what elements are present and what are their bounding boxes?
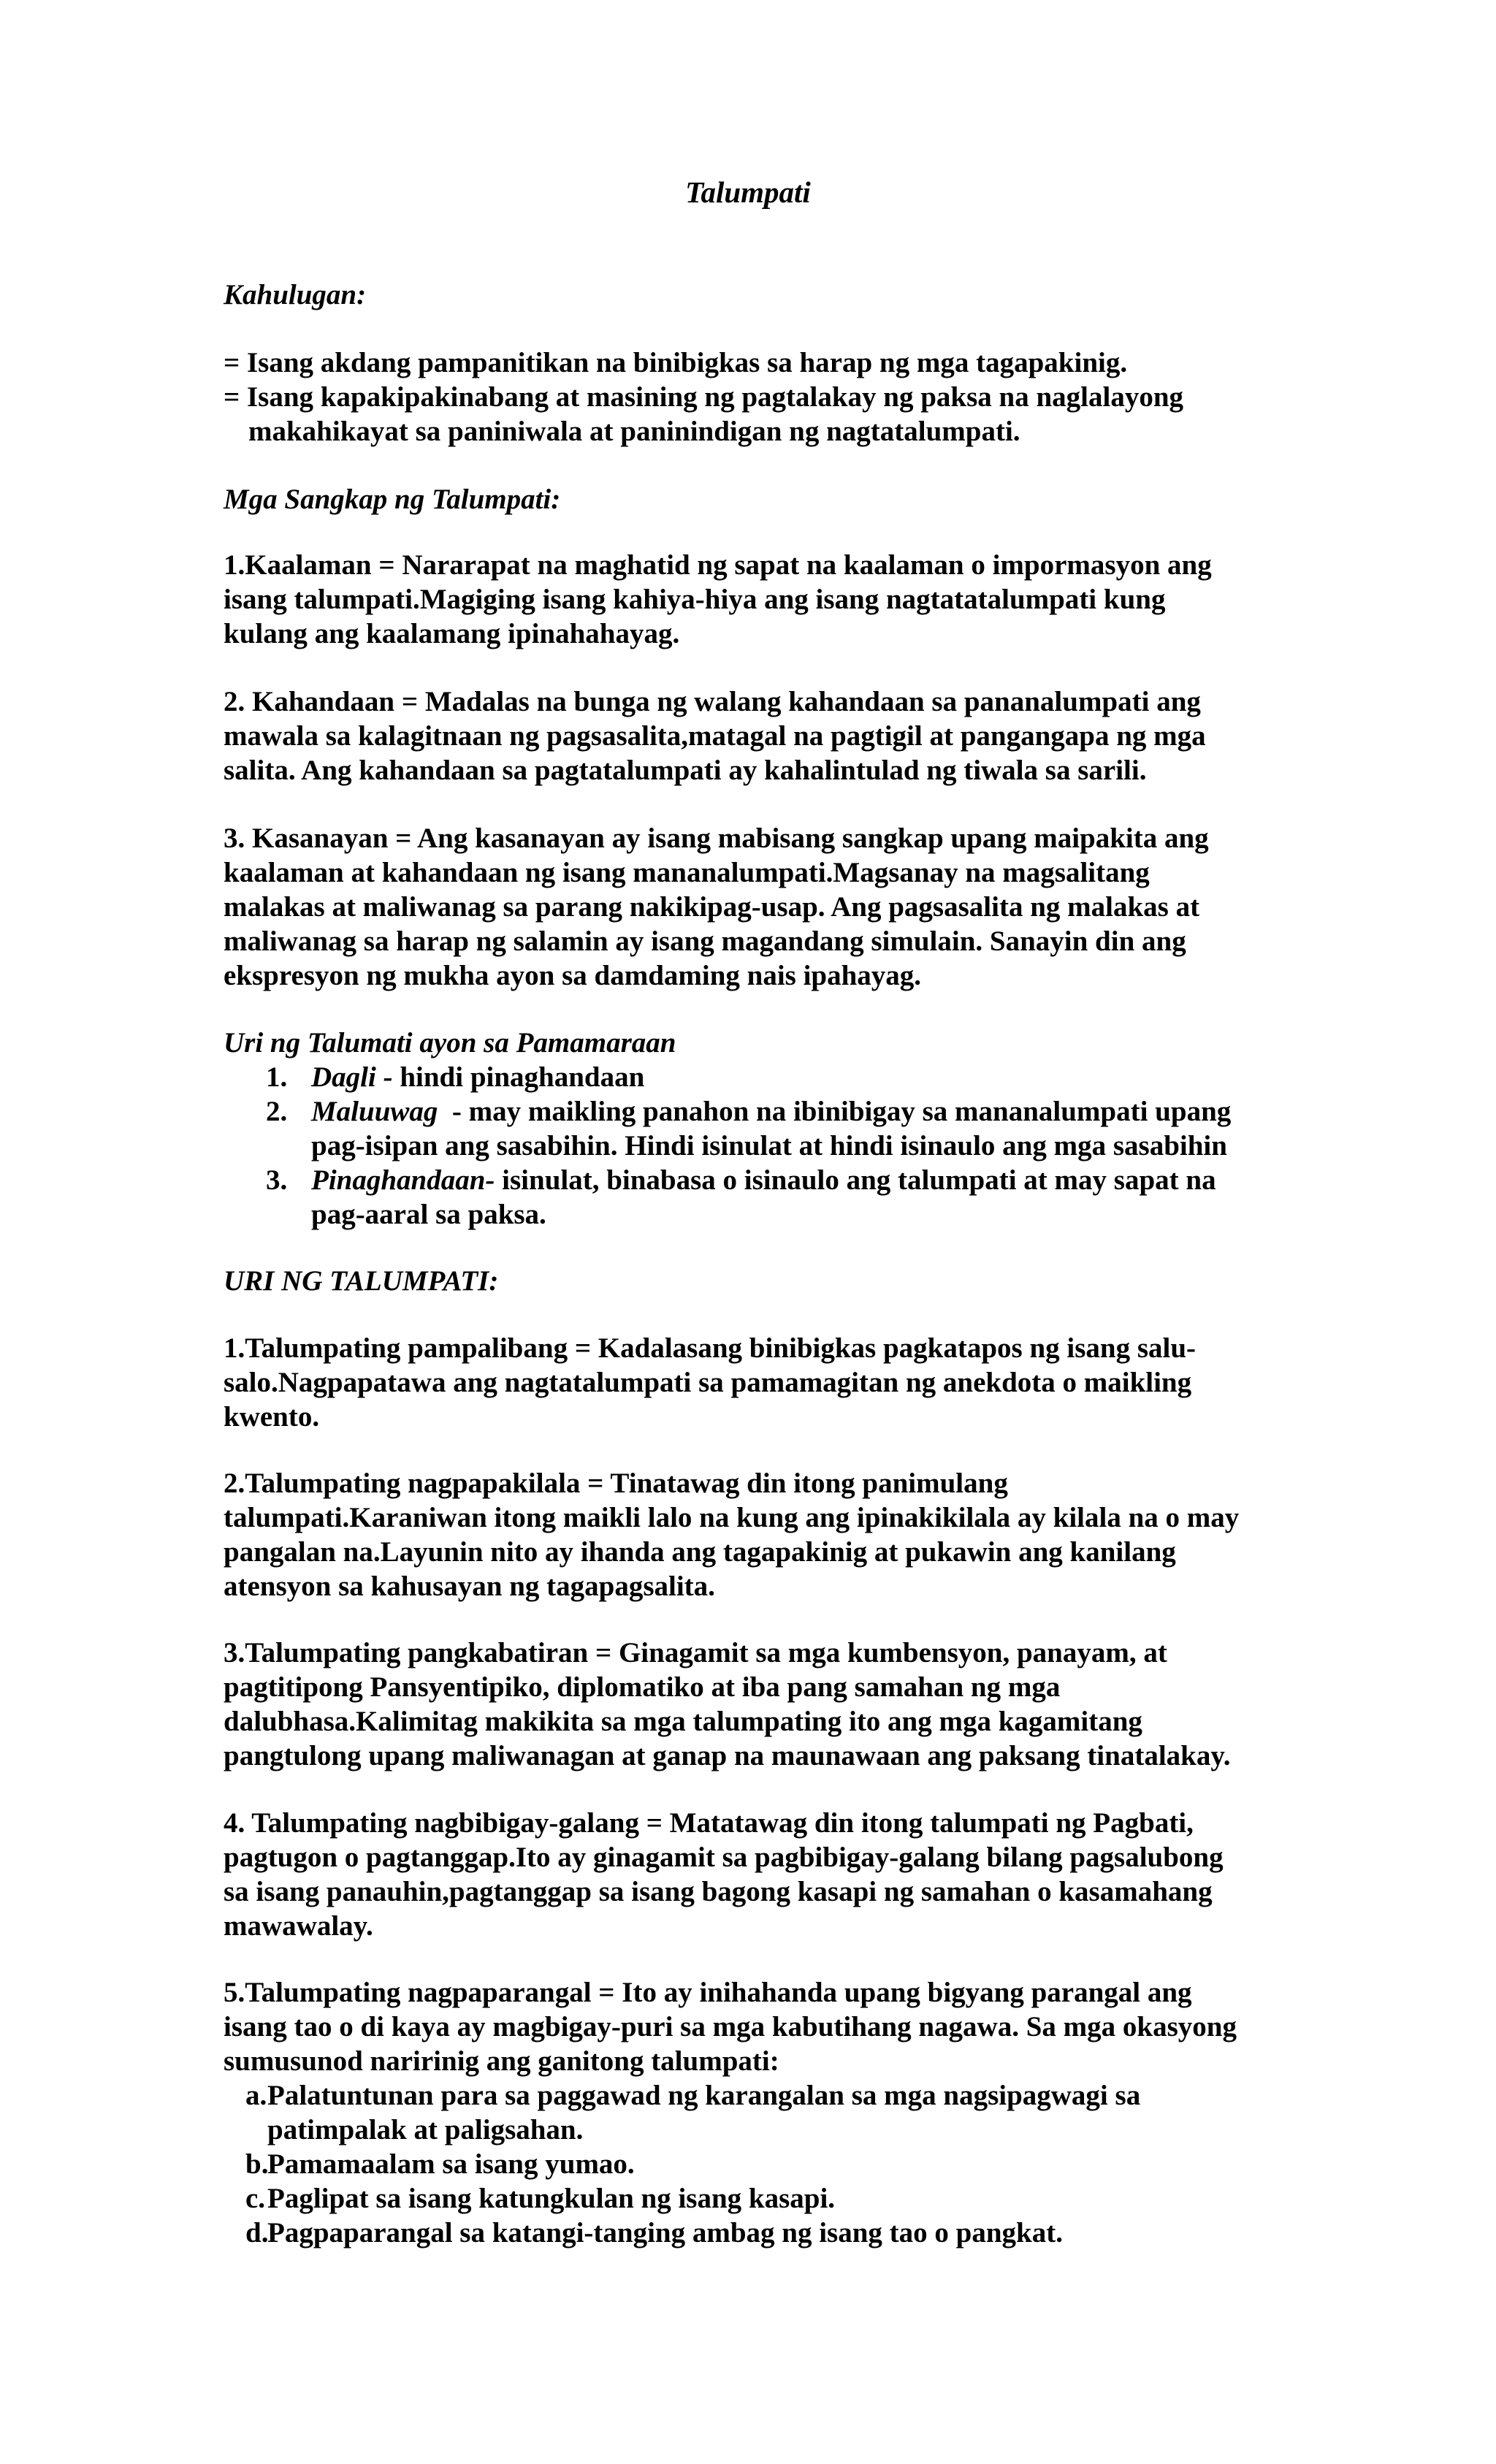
kahulugan-line: = Isang akdang pampanitikan na binibigkas sa harap ng mga tagapakinig.: [224, 347, 1128, 378]
uri-item: 5.Talumpating nagpaparangal = Ito ay inihahanda upang bigyang parangal ang isang tao o di kaya ay magbigay-puri sa mga kabutihang nagawa. Sa mga okasyong sumusunod naririnig ang ganitong talumpati: a. Palatuntunan para sa paggawad ng karangalan sa mga nagsipagwagi sa patimpalak at paligsahan. b. Pamamaalam sa isang yumao. c. Paglipat sa isang katungkulan ng isang kasapi. d. Pagpaparangal sa katangi-tanging ambag ng isang tao o pangkat.: [224, 1975, 1290, 2250]
kahulugan-line: = Isang kapakipakinabang at masining ng pagtalakay ng paksa na naglalayong: [224, 381, 1184, 413]
pamamaraan-list: [224, 1060, 1290, 1232]
list-item: 3. Pinaghandaan- isinulat, binabasa o isinaulo ang talumpati at may sapat na pag-aaral sa paksa.: [266, 1164, 1216, 1230]
page-title: Talumpati: [685, 175, 811, 209]
uri-talumpati-heading: URI NG TALUMPATI:: [224, 1265, 499, 1297]
kahulugan-line: makahikayat sa paniniwala at paninindigan ng nagtatalumpati.: [248, 416, 1020, 447]
sub-list-item: d. Pagpaparangal sa katangi-tanging ambag ng isang tao o pangkat.: [245, 2217, 1063, 2249]
sangkap-item: 3. Kasanayan = Ang kasanayan ay isang mabisang sangkap upang maipakita ang kaalaman at kahandaan ng isang mananalumpati.Magsanay na magsalitang malakas at maliwanag sa parang nakikipag-usap. Ang pagsasalita ng malakas at maliwanag sa harap ng salamin ay isang magandang simulain. Sanayin din ang ekspresyon ng mukha ayon sa damdaming nais ipahayag.: [224, 823, 1209, 991]
uri-item: 3.Talumpating pangkabatiran = Ginagamit sa mga kumbensyon, panayam, at pagtitipong Pansyentipiko, diplomatiko at iba pang samahan ng mga dalubhasa.Kalimitag makikita sa mga talumpating ito ang mga kagamitang pangtulong upang maliwanagan at ganap na maunawaan ang paksang tinatalakay.: [224, 1637, 1231, 1771]
uri-item: 1.Talumpating pampalibang = Kadalasang binibigkas pagkatapos ng isang salu- salo.Nagpapatawa ang nagtatalumpati sa pamamagitan ng anekdota o maikling kwento.: [224, 1332, 1197, 1433]
sangkap-item: 1.Kaalaman = Nararapat na maghatid ng sapat na kaalaman o impormasyon ang isang talumpati.Magiging isang kahiya-hiya ang isang nagtatatalumpati kung kulang ang kaalamang ipinahahayag.: [224, 549, 1212, 649]
sangkap-heading: Mga Sangkap ng Talumpati:: [224, 484, 561, 515]
list-item: 2. Maluuwag - may maikling panahon na ibinibigay sa mananalumpati upang pag-isipan ang sasabihin. Hindi isinulat at hindi isinaulo ang mga sasabihin: [266, 1096, 1232, 1162]
kahulugan-heading: Kahulugan:: [224, 279, 367, 310]
sub-list-item: a. Palatuntunan para sa paggawad ng karangalan sa mga nagsipagwagi sa patimpalak at paligsahan.: [245, 2080, 1141, 2145]
sub-list-item: c. Paglipat sa isang katungkulan ng isang kasapi.: [245, 2183, 836, 2214]
uri-item: 2.Talumpating nagpapakilala = Tinatawag din itong panimulang talumpati.Karaniwan itong maikli lalo na kung ang ipinakikilala ay kilala na o may pangalan na.Layunin nito ay ihanda ang tagapakinig at pukawin ang kanilang atensyon sa kahusayan ng tagapagsalita.: [224, 1468, 1240, 1602]
pamamaraan-heading: Uri ng Talumati ayon sa Pamamaraan: [224, 1027, 676, 1059]
sangkap-item: 2. Kahandaan = Madalas na bunga ng walang kahandaan sa pananalumpati ang mawala sa kalagitnaan ng pagsasalita,matagal na pagtigil at pangangapa ng mga salita. Ang kahandaan sa pagtatalumpati ay kahalintulad ng tiwala sa sarili.: [224, 686, 1206, 786]
kahulugan-section: [224, 346, 1290, 449]
list-item: 1. Dagli - hindi pinaghandaan: [266, 1061, 645, 1093]
uri-item: 4. Talumpating nagbibigay-galang = Matatawag din itong talumpati ng Pagbati, pagtugon o pagtanggap.Ito ay ginagamit sa pagbibigay-galang bilang pagsalubong sa isang panauhin,pagtanggap sa isang bagong kasapi ng samahan o kasamahang mawawalay.: [224, 1807, 1224, 1942]
sub-list-item: b. Pamamaalam sa isang yumao.: [245, 2148, 635, 2180]
